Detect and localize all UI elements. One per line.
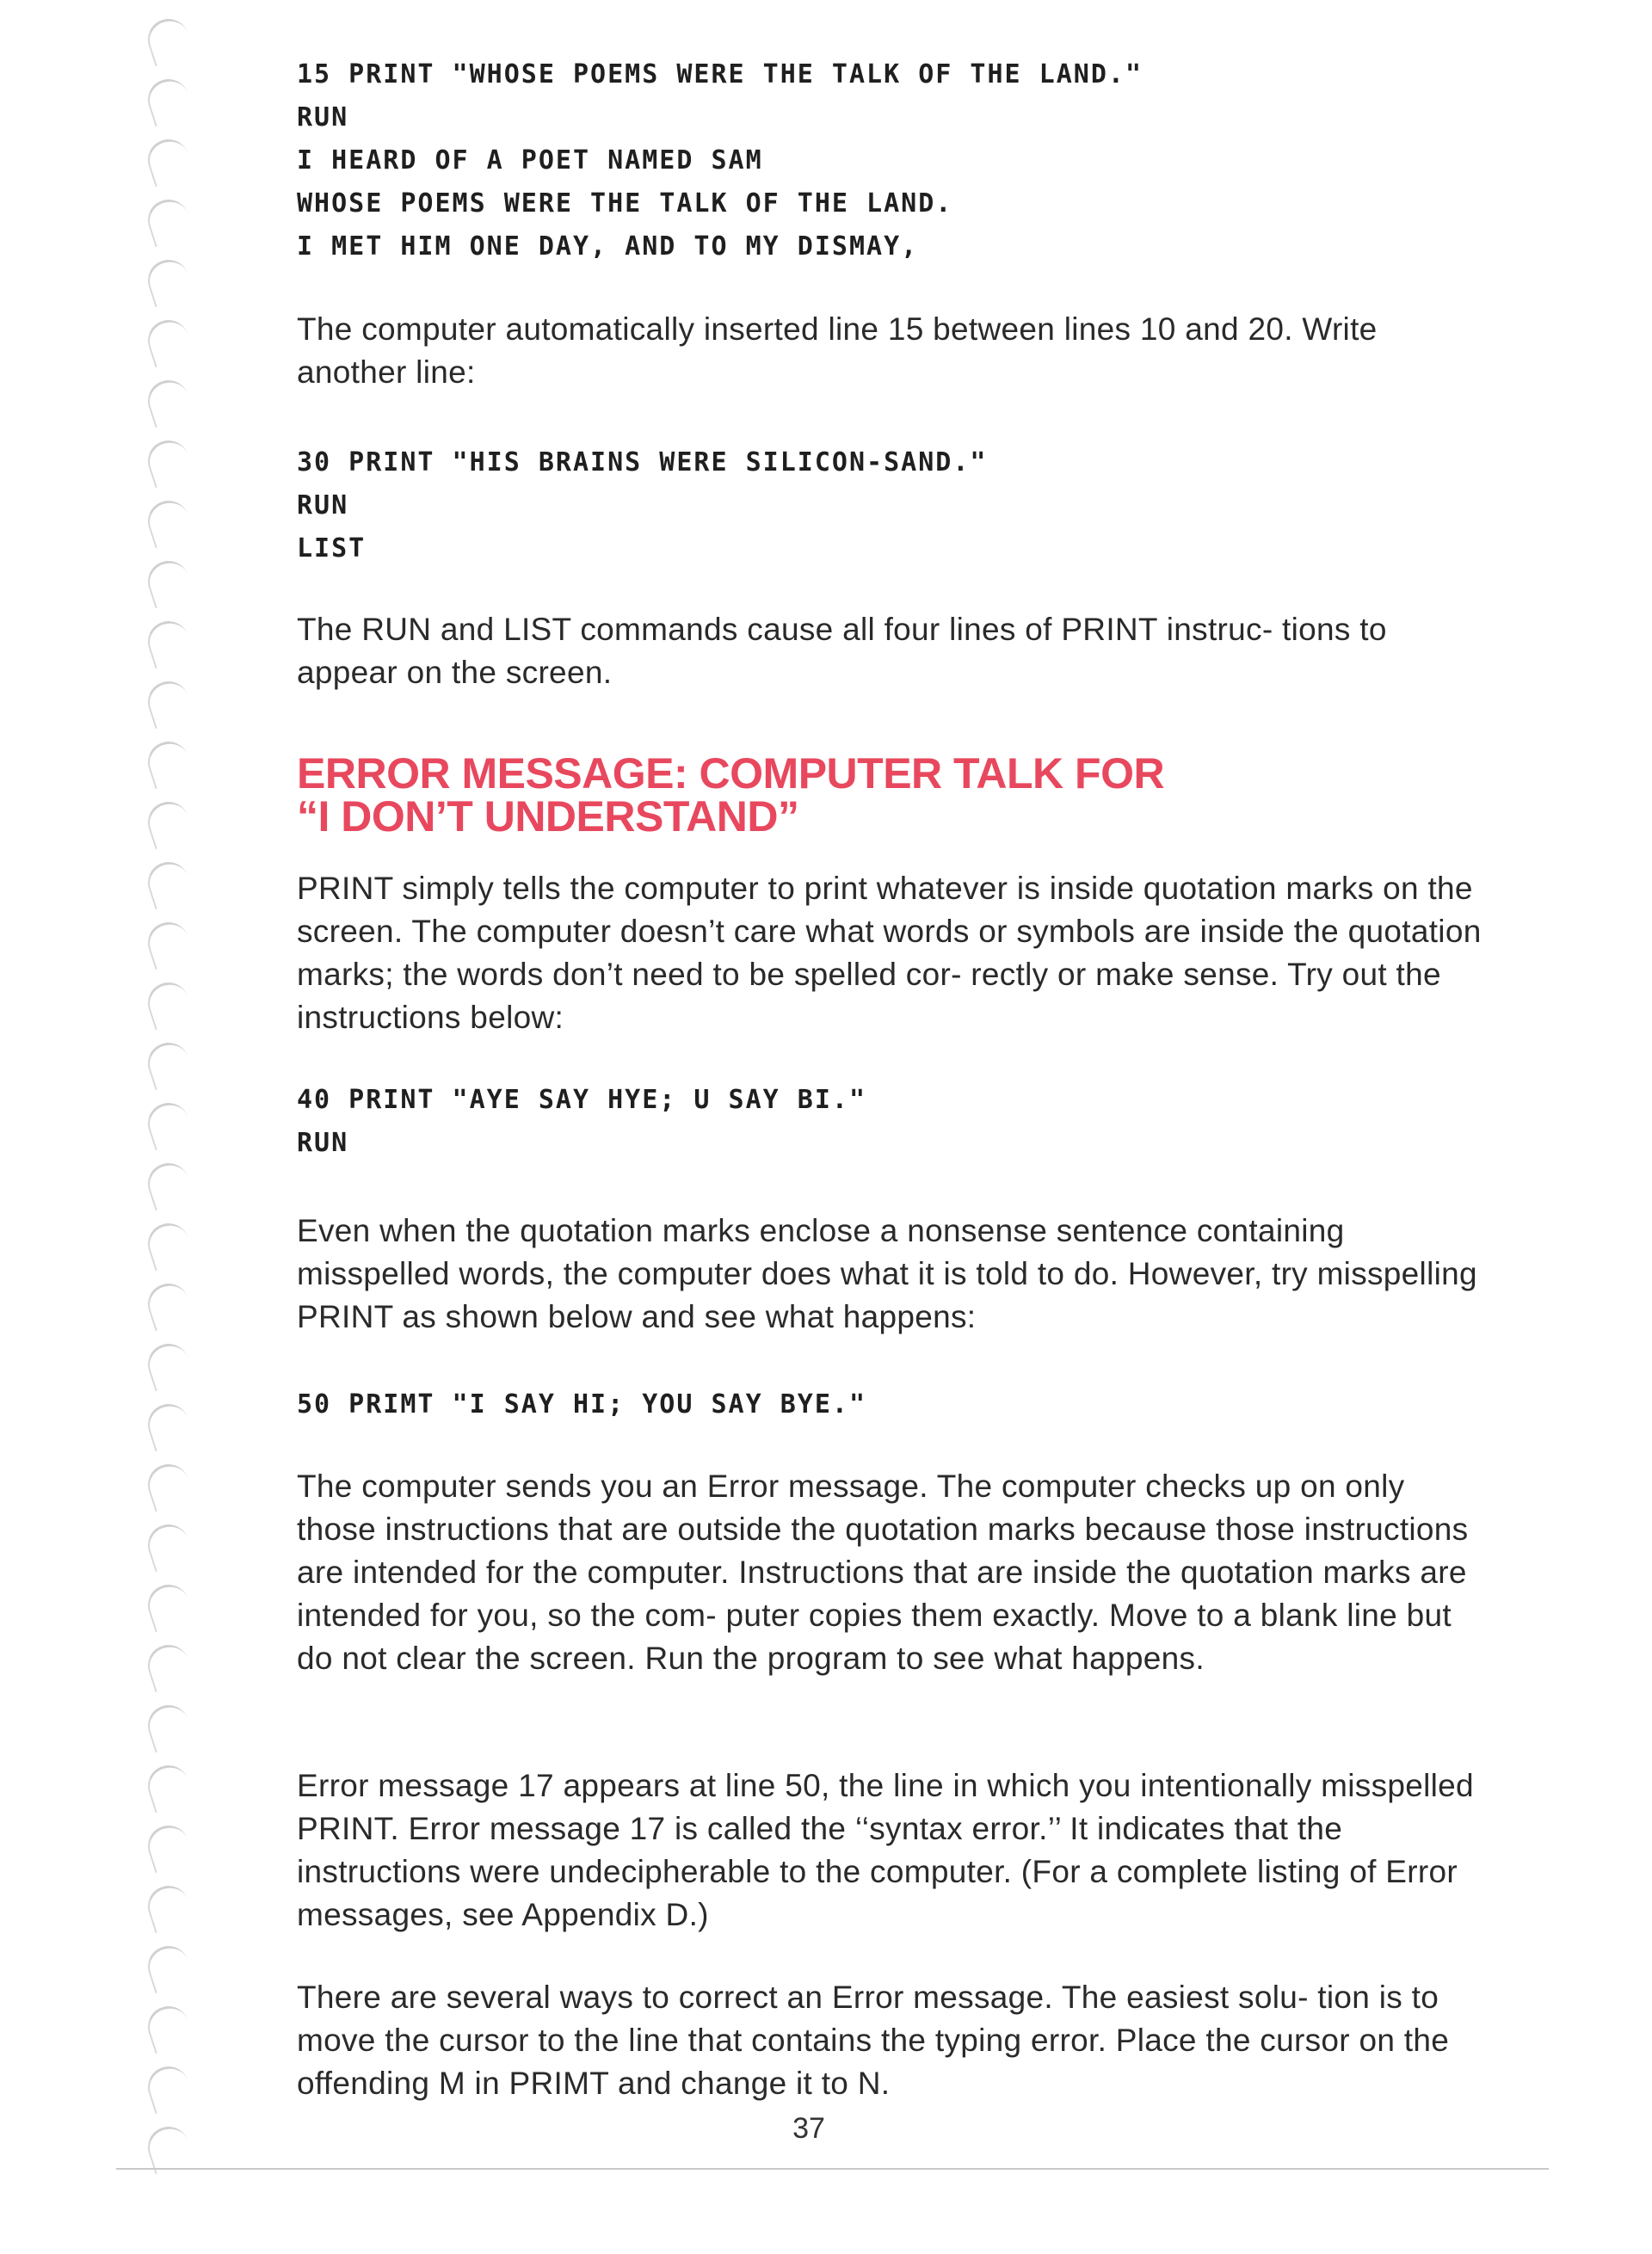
binding-hole: [143, 977, 195, 1030]
paragraph: The RUN and LIST commands cause all four lines of PRINT instruc- tions to appear on the screen.: [297, 612, 1387, 690]
code-line: 40 PRINT "AYE SAY HYE; U SAY BI.": [297, 1085, 867, 1115]
section-heading-line-1: ERROR MESSAGE: COMPUTER TALK FOR: [297, 749, 1165, 798]
binding-hole: [143, 1700, 195, 1752]
binding-hole: [143, 1941, 195, 1993]
binding-hole: [143, 616, 195, 668]
binding-hole: [143, 315, 195, 367]
binding-hole: [143, 1640, 195, 1692]
paragraph: Even when the quotation marks enclose a nonsense sentence containing misspelled words, the computer does what it is told to do. However, try misspelling PRINT as shown below and see what happens:: [297, 1213, 1477, 1334]
code-line: 50 PRIMT "I SAY HI; YOU SAY BYE.": [297, 1389, 867, 1420]
binding-hole: [143, 375, 195, 428]
binding-hole: [143, 1820, 195, 1873]
binding-hole: [143, 556, 195, 608]
code-listing-3: [297, 1079, 866, 1165]
binding-hole: [143, 435, 195, 488]
binding-hole: [143, 1339, 195, 1391]
paragraph: PRINT simply tells the computer to print whatever is inside quotation marks on the screen. The computer doesn’t care what words or symbols are inside the quotation marks; the words don’t need to be spelled cor- rectly or make sense. Try out the instructions below:: [297, 871, 1482, 1035]
code-line: 30 PRINT "HIS BRAINS WERE SILICON-SAND.": [297, 447, 988, 477]
page-edge-line: [116, 2168, 1549, 2170]
binding-hole: [143, 2001, 195, 2054]
section-heading-line-2: “I DON’T UNDERSTAND”: [297, 792, 799, 841]
binding-hole: [143, 736, 195, 789]
paragraph: The computer automatically inserted line 15 between lines 10 and 20. Write another line:: [297, 311, 1378, 390]
code-line: I HEARD OF A POET NAMED SAM: [297, 145, 763, 176]
binding-hole: [143, 74, 195, 126]
binding-hole: [143, 857, 195, 909]
binding-hole: [143, 1158, 195, 1210]
binding-hole: [143, 14, 195, 66]
paragraph: The computer sends you an Error message. The computer checks up on only those instructions that are outside the quotation marks because those instructions are intended for the computer. Instructions that are inside the quotation marks are intended for you, so the com- puter copies them exactly. Move to a blank line but do not clear the screen. Run the program to see what happens.: [297, 1469, 1469, 1676]
paragraph: Error message 17 appears at line 50, the line in which you intentionally misspelled PRINT. Error message 17 is called the ‘‘syntax error.’’ It indicates that the instructions were undecipherable to the computer. (For a complete listing of Error messages, see Appendix D.): [297, 1768, 1474, 1932]
binding-hole: [143, 1760, 195, 1813]
page-number: 37: [792, 2112, 825, 2145]
code-line: 15 PRINT "WHOSE POEMS WERE THE TALK OF THE LAND.": [297, 59, 1143, 89]
binding-hole: [143, 2122, 195, 2174]
code-listing-4: [297, 1383, 866, 1426]
binding-hole: [143, 797, 195, 849]
code-listing-2: [297, 441, 987, 570]
binding-hole: [143, 1218, 195, 1271]
binding-hole: [143, 2061, 195, 2114]
binding-hole: [143, 917, 195, 970]
binding-hole: [143, 1519, 195, 1572]
code-line: RUN: [297, 1128, 349, 1158]
binding-hole: [143, 1098, 195, 1150]
binding-hole: [143, 676, 195, 729]
binding-hole: [143, 1580, 195, 1632]
binding-hole: [143, 194, 195, 247]
code-listing-1: [297, 53, 1143, 268]
code-line: LIST: [297, 533, 367, 564]
binding-hole: [143, 1459, 195, 1512]
paragraph: There are several ways to correct an Error message. The easiest solu- tion is to move the cursor to the line that contains the typing error. Place the cursor on the offending M in PRIMT and change it to N.: [297, 1980, 1450, 2101]
code-line: I MET HIM ONE DAY, AND TO MY DISMAY,: [297, 231, 919, 262]
binding-hole: [143, 1038, 195, 1090]
binding-hole: [143, 1881, 195, 1933]
section-heading: [297, 749, 1493, 841]
binding-hole: [143, 1278, 195, 1331]
binding-holes: [0, 0, 206, 2151]
code-line: WHOSE POEMS WERE THE TALK OF THE LAND.: [297, 188, 953, 219]
binding-hole: [143, 255, 195, 307]
binding-hole: [143, 496, 195, 548]
binding-hole: [143, 1399, 195, 1451]
code-line: RUN: [297, 102, 349, 132]
code-line: RUN: [297, 490, 349, 520]
binding-hole: [143, 134, 195, 187]
